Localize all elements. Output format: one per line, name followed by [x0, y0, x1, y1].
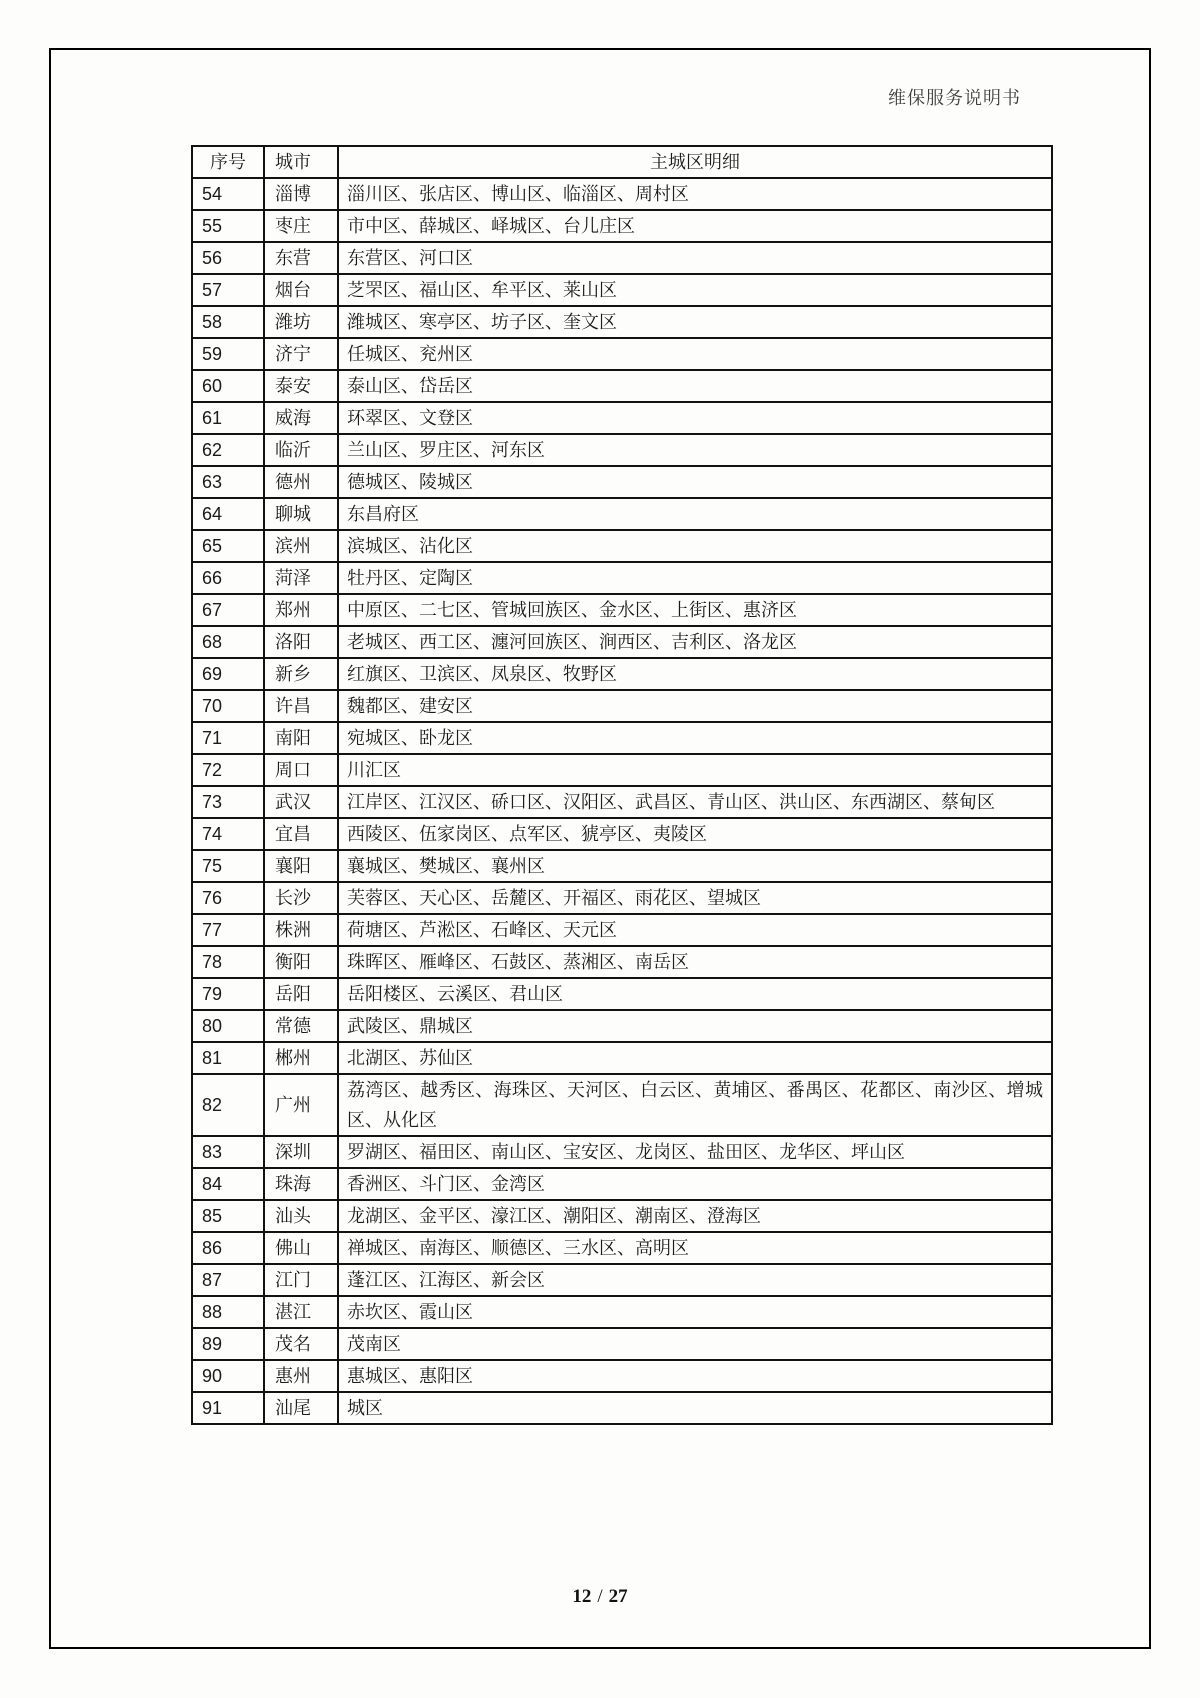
- cell-city: 襄阳: [264, 850, 338, 882]
- table-row: [192, 370, 1052, 402]
- cell-districts: 禅城区、南海区、顺德区、三水区、高明区: [338, 1232, 1052, 1264]
- table-row: [192, 754, 1052, 786]
- table-row: [192, 658, 1052, 690]
- table-row: [192, 306, 1052, 338]
- cell-city: 广州: [264, 1074, 338, 1136]
- cell-city: 德州: [264, 466, 338, 498]
- table-row: [192, 338, 1052, 370]
- table-row: [192, 1200, 1052, 1232]
- cell-serial-number: 67: [192, 594, 264, 626]
- table-row: [192, 594, 1052, 626]
- cell-city: 临沂: [264, 434, 338, 466]
- cell-districts: 蓬江区、江海区、新会区: [338, 1264, 1052, 1296]
- table-row: [192, 1168, 1052, 1200]
- cell-city: 郑州: [264, 594, 338, 626]
- cell-city: 湛江: [264, 1296, 338, 1328]
- cell-city: 南阳: [264, 722, 338, 754]
- cell-serial-number: 89: [192, 1328, 264, 1360]
- cell-districts: 东昌府区: [338, 498, 1052, 530]
- table-row: [192, 1296, 1052, 1328]
- cell-city: 淄博: [264, 178, 338, 210]
- city-districts-table: [191, 145, 1053, 1425]
- cell-city: 佛山: [264, 1232, 338, 1264]
- table-row: [192, 1264, 1052, 1296]
- cell-serial-number: 80: [192, 1010, 264, 1042]
- cell-districts: 川汇区: [338, 754, 1052, 786]
- cell-districts: 滨城区、沾化区: [338, 530, 1052, 562]
- cell-serial-number: 79: [192, 978, 264, 1010]
- cell-city: 滨州: [264, 530, 338, 562]
- cell-city: 烟台: [264, 274, 338, 306]
- cell-serial-number: 66: [192, 562, 264, 594]
- cell-serial-number: 64: [192, 498, 264, 530]
- cell-city: 珠海: [264, 1168, 338, 1200]
- cell-districts: 老城区、西工区、瀍河回族区、涧西区、吉利区、洛龙区: [338, 626, 1052, 658]
- cell-city: 东营: [264, 242, 338, 274]
- cell-districts: 市中区、薛城区、峄城区、台儿庄区: [338, 210, 1052, 242]
- cell-city: 枣庄: [264, 210, 338, 242]
- cell-city: 汕尾: [264, 1392, 338, 1424]
- cell-serial-number: 71: [192, 722, 264, 754]
- cell-city: 菏泽: [264, 562, 338, 594]
- table-row: [192, 402, 1052, 434]
- table-row: [192, 434, 1052, 466]
- cell-city: 周口: [264, 754, 338, 786]
- cell-serial-number: 75: [192, 850, 264, 882]
- table-row: [192, 818, 1052, 850]
- cell-serial-number: 74: [192, 818, 264, 850]
- cell-serial-number: 77: [192, 914, 264, 946]
- column-header-serial-number: 序号: [192, 146, 264, 178]
- table-row: [192, 178, 1052, 210]
- cell-districts: 东营区、河口区: [338, 242, 1052, 274]
- cell-city: 常德: [264, 1010, 338, 1042]
- cell-districts: 泰山区、岱岳区: [338, 370, 1052, 402]
- cell-districts: 龙湖区、金平区、濠江区、潮阳区、潮南区、澄海区: [338, 1200, 1052, 1232]
- cell-serial-number: 59: [192, 338, 264, 370]
- cell-serial-number: 58: [192, 306, 264, 338]
- cell-city: 泰安: [264, 370, 338, 402]
- cell-districts: 茂南区: [338, 1328, 1052, 1360]
- cell-city: 宜昌: [264, 818, 338, 850]
- cell-districts: 城区: [338, 1392, 1052, 1424]
- table-row: [192, 978, 1052, 1010]
- table-row: [192, 914, 1052, 946]
- table-row: [192, 1232, 1052, 1264]
- cell-city: 岳阳: [264, 978, 338, 1010]
- cell-city: 江门: [264, 1264, 338, 1296]
- table-row: [192, 882, 1052, 914]
- cell-serial-number: 84: [192, 1168, 264, 1200]
- cell-city: 潍坊: [264, 306, 338, 338]
- cell-serial-number: 68: [192, 626, 264, 658]
- cell-serial-number: 83: [192, 1136, 264, 1168]
- table-row: [192, 274, 1052, 306]
- table-header-row: [192, 146, 1052, 178]
- cell-districts: 罗湖区、福田区、南山区、宝安区、龙岗区、盐田区、龙华区、坪山区: [338, 1136, 1052, 1168]
- cell-districts: 芝罘区、福山区、牟平区、莱山区: [338, 274, 1052, 306]
- cell-serial-number: 73: [192, 786, 264, 818]
- cell-districts: 荷塘区、芦淞区、石峰区、天元区: [338, 914, 1052, 946]
- cell-districts: 中原区、二七区、管城回族区、金水区、上街区、惠济区: [338, 594, 1052, 626]
- cell-serial-number: 60: [192, 370, 264, 402]
- cell-serial-number: 87: [192, 1264, 264, 1296]
- cell-districts: 德城区、陵城区: [338, 466, 1052, 498]
- cell-serial-number: 78: [192, 946, 264, 978]
- page-number-separator: /: [597, 1586, 603, 1607]
- cell-districts: 惠城区、惠阳区: [338, 1360, 1052, 1392]
- cell-serial-number: 85: [192, 1200, 264, 1232]
- cell-districts: 江岸区、江汉区、硚口区、汉阳区、武昌区、青山区、洪山区、东西湖区、蔡甸区: [338, 786, 1052, 818]
- page-number-total: 27: [608, 1586, 628, 1607]
- cell-city: 惠州: [264, 1360, 338, 1392]
- cell-city: 聊城: [264, 498, 338, 530]
- cell-serial-number: 69: [192, 658, 264, 690]
- cell-serial-number: 55: [192, 210, 264, 242]
- cell-serial-number: 91: [192, 1392, 264, 1424]
- cell-districts: 西陵区、伍家岗区、点军区、猇亭区、夷陵区: [338, 818, 1052, 850]
- cell-districts: 淄川区、张店区、博山区、临淄区、周村区: [338, 178, 1052, 210]
- table-row: [192, 466, 1052, 498]
- cell-districts: 芙蓉区、天心区、岳麓区、开福区、雨花区、望城区: [338, 882, 1052, 914]
- cell-city: 茂名: [264, 1328, 338, 1360]
- cell-serial-number: 86: [192, 1232, 264, 1264]
- cell-districts: 荔湾区、越秀区、海珠区、天河区、白云区、黄埔区、番禺区、花都区、南沙区、增城区、从化区: [338, 1074, 1052, 1136]
- table-row: [192, 1328, 1052, 1360]
- page-number: [0, 1586, 1200, 1608]
- cell-districts: 宛城区、卧龙区: [338, 722, 1052, 754]
- cell-city: 威海: [264, 402, 338, 434]
- cell-districts: 香洲区、斗门区、金湾区: [338, 1168, 1052, 1200]
- table-row: [192, 1360, 1052, 1392]
- cell-city: 许昌: [264, 690, 338, 722]
- table-row: [192, 210, 1052, 242]
- cell-districts: 潍城区、寒亭区、坊子区、奎文区: [338, 306, 1052, 338]
- cell-city: 汕头: [264, 1200, 338, 1232]
- cell-districts: 牡丹区、定陶区: [338, 562, 1052, 594]
- cell-city: 郴州: [264, 1042, 338, 1074]
- cell-serial-number: 82: [192, 1074, 264, 1136]
- cell-districts: 赤坎区、霞山区: [338, 1296, 1052, 1328]
- cell-serial-number: 88: [192, 1296, 264, 1328]
- table-row: [192, 242, 1052, 274]
- page-number-current: 12: [572, 1586, 592, 1607]
- table-row: [192, 946, 1052, 978]
- table-row: [192, 562, 1052, 594]
- cell-serial-number: 63: [192, 466, 264, 498]
- table-row: [192, 690, 1052, 722]
- table-row: [192, 722, 1052, 754]
- cell-serial-number: 54: [192, 178, 264, 210]
- cell-districts: 兰山区、罗庄区、河东区: [338, 434, 1052, 466]
- table-row: [192, 1392, 1052, 1424]
- cell-city: 株洲: [264, 914, 338, 946]
- table-row: [192, 530, 1052, 562]
- table-row: [192, 786, 1052, 818]
- cell-serial-number: 70: [192, 690, 264, 722]
- cell-serial-number: 65: [192, 530, 264, 562]
- cell-districts: 岳阳楼区、云溪区、君山区: [338, 978, 1052, 1010]
- table-row: [192, 850, 1052, 882]
- cell-city: 深圳: [264, 1136, 338, 1168]
- cell-city: 长沙: [264, 882, 338, 914]
- cell-city: 洛阳: [264, 626, 338, 658]
- cell-districts: 魏都区、建安区: [338, 690, 1052, 722]
- cell-serial-number: 57: [192, 274, 264, 306]
- column-header-districts-detail: 主城区明细: [338, 146, 1052, 178]
- cell-serial-number: 76: [192, 882, 264, 914]
- cell-serial-number: 72: [192, 754, 264, 786]
- cell-serial-number: 90: [192, 1360, 264, 1392]
- cell-serial-number: 61: [192, 402, 264, 434]
- table-row: [192, 1074, 1052, 1136]
- cell-serial-number: 56: [192, 242, 264, 274]
- table-row: [192, 498, 1052, 530]
- cell-city: 济宁: [264, 338, 338, 370]
- cell-serial-number: 62: [192, 434, 264, 466]
- cell-districts: 襄城区、樊城区、襄州区: [338, 850, 1052, 882]
- cell-districts: 武陵区、鼎城区: [338, 1010, 1052, 1042]
- table-row: [192, 1136, 1052, 1168]
- column-header-city: 城市: [264, 146, 338, 178]
- table-row: [192, 1010, 1052, 1042]
- cell-districts: 任城区、兖州区: [338, 338, 1052, 370]
- cell-serial-number: 81: [192, 1042, 264, 1074]
- cell-city: 新乡: [264, 658, 338, 690]
- cell-districts: 北湖区、苏仙区: [338, 1042, 1052, 1074]
- cell-city: 衡阳: [264, 946, 338, 978]
- cell-districts: 红旗区、卫滨区、凤泉区、牧野区: [338, 658, 1052, 690]
- cell-city: 武汉: [264, 786, 338, 818]
- table-row: [192, 1042, 1052, 1074]
- document-header-title: 维保服务说明书: [888, 88, 1021, 108]
- cell-districts: 珠晖区、雁峰区、石鼓区、蒸湘区、南岳区: [338, 946, 1052, 978]
- cell-districts: 环翠区、文登区: [338, 402, 1052, 434]
- table-row: [192, 626, 1052, 658]
